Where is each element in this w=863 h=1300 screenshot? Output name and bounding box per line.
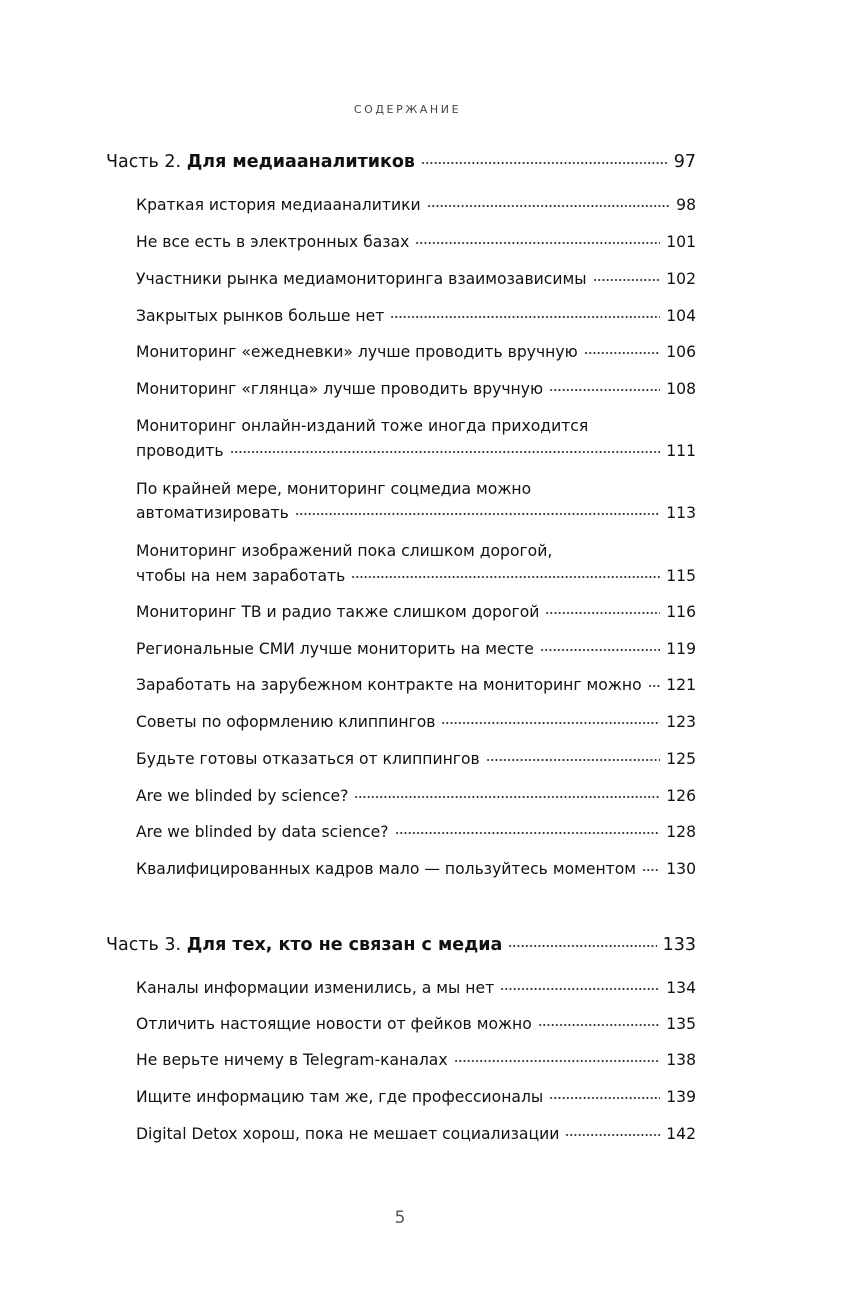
page-number: 119 bbox=[666, 640, 696, 658]
entry-title-line-1[interactable]: Мониторинг изображений пока слишком дорогой, bbox=[136, 542, 553, 560]
entry-title-line-2: проводить bbox=[136, 442, 224, 460]
toc-entry[interactable] bbox=[136, 820, 696, 844]
toc-entry[interactable] bbox=[136, 377, 696, 401]
part-label: Часть 3. bbox=[106, 935, 182, 955]
entry-title: Мониторинг «глянца» лучше проводить вручную bbox=[136, 380, 544, 398]
toc-entry[interactable] bbox=[136, 1012, 696, 1036]
page-number: 130 bbox=[666, 860, 696, 878]
toc-entry[interactable] bbox=[136, 784, 696, 808]
page-number: 116 bbox=[666, 603, 696, 621]
entry-title-line-2: автоматизировать bbox=[136, 504, 289, 522]
toc-entry[interactable] bbox=[136, 1085, 696, 1109]
dot-leader bbox=[454, 1059, 661, 1063]
dot-leader bbox=[395, 831, 661, 835]
entry-title: Digital Detox хорош, пока не мешает социализации bbox=[136, 1125, 560, 1143]
page-number: 135 bbox=[666, 1015, 696, 1033]
page-number: 128 bbox=[666, 823, 696, 841]
page-number: 111 bbox=[666, 442, 696, 460]
page-number: 125 bbox=[666, 750, 696, 768]
entry-title: Отличить настоящие новости от фейков можно bbox=[136, 1015, 532, 1033]
entry-title: Региональные СМИ лучше мониторить на месте bbox=[136, 640, 534, 658]
page-number: 102 bbox=[666, 270, 696, 288]
page-number: 133 bbox=[662, 935, 696, 955]
page-number: 106 bbox=[666, 343, 696, 361]
dot-leader bbox=[441, 721, 660, 725]
entry-title: Are we blinded by science? bbox=[136, 787, 349, 805]
page-number: 126 bbox=[666, 787, 696, 805]
toc-entry[interactable] bbox=[136, 710, 696, 734]
entry-title: Каналы информации изменились, а мы нет bbox=[136, 979, 495, 997]
toc-part-2[interactable] bbox=[106, 150, 696, 174]
toc-entry[interactable] bbox=[136, 340, 696, 364]
entry-title: Участники рынка медиамониторинга взаимозависимы bbox=[136, 270, 587, 288]
entry-title: Квалифицированных кадров мало — пользуйтесь моментом bbox=[136, 860, 637, 878]
page-number: 98 bbox=[676, 196, 696, 214]
dot-leader bbox=[427, 204, 671, 208]
dot-leader bbox=[549, 388, 660, 392]
toc-entry[interactable] bbox=[136, 976, 696, 1000]
page-number: 121 bbox=[666, 676, 696, 694]
entry-title: Краткая история медиааналитики bbox=[136, 196, 421, 214]
part-name: Для медиааналитиков bbox=[186, 152, 415, 172]
page-number: 142 bbox=[666, 1125, 696, 1143]
entry-title-line-1[interactable]: Мониторинг онлайн-изданий тоже иногда приходится bbox=[136, 417, 589, 435]
page-number: 123 bbox=[666, 713, 696, 731]
toc-entry[interactable] bbox=[136, 600, 696, 624]
part-label: Часть 2. bbox=[106, 152, 182, 172]
toc-entry[interactable] bbox=[136, 439, 696, 463]
toc-entry[interactable] bbox=[136, 857, 696, 881]
dot-leader bbox=[565, 1133, 660, 1137]
entry-title-line-2: чтобы на нем заработать bbox=[136, 567, 346, 585]
page-number: 108 bbox=[666, 380, 696, 398]
dot-leader bbox=[351, 575, 660, 579]
toc-entry[interactable] bbox=[136, 501, 696, 525]
toc-entry[interactable] bbox=[136, 1122, 696, 1146]
dot-leader bbox=[549, 1096, 660, 1100]
toc-entry[interactable] bbox=[136, 1048, 696, 1072]
entry-title-line-1[interactable]: По крайней мере, мониторинг соцмедиа можно bbox=[136, 480, 532, 498]
dot-leader bbox=[390, 315, 660, 319]
page-number: 139 bbox=[666, 1088, 696, 1106]
entry-title: Мониторинг ТВ и радио также слишком дорогой bbox=[136, 603, 540, 621]
entry-title: Закрытых рынков больше нет bbox=[136, 307, 385, 325]
page-folio: 5 bbox=[394, 1208, 406, 1228]
entry-title: Не верьте ничему в Telegram-каналах bbox=[136, 1051, 448, 1069]
entry-title: Не все есть в электронных базах bbox=[136, 233, 410, 251]
dot-leader bbox=[538, 1023, 660, 1027]
page-number: 101 bbox=[666, 233, 696, 251]
entry-title: Ищите информацию там же, где профессионалы bbox=[136, 1088, 544, 1106]
toc-entry[interactable] bbox=[136, 267, 696, 291]
page-number: 104 bbox=[666, 307, 696, 325]
dot-leader bbox=[500, 987, 660, 991]
dot-leader bbox=[415, 241, 660, 245]
dot-leader bbox=[593, 278, 661, 282]
page-number: 138 bbox=[666, 1051, 696, 1069]
dot-leader bbox=[295, 512, 660, 516]
entry-title: Мониторинг «ежедневки» лучше проводить вручную bbox=[136, 343, 578, 361]
entry-title: Заработать на зарубежном контракте на мониторинг можно bbox=[136, 676, 642, 694]
toc-entry[interactable] bbox=[136, 747, 696, 771]
toc-entry[interactable] bbox=[136, 193, 696, 217]
dot-leader bbox=[354, 795, 660, 799]
running-head: СОДЕРЖАНИЕ bbox=[353, 103, 462, 116]
page-number: 134 bbox=[666, 979, 696, 997]
toc-entry[interactable] bbox=[136, 230, 696, 254]
dot-leader bbox=[648, 684, 661, 688]
toc-entry[interactable] bbox=[136, 673, 696, 697]
entry-title: Are we blinded by data science? bbox=[136, 823, 389, 841]
entry-title: Будьте готовы отказаться от клиппингов bbox=[136, 750, 480, 768]
toc-part-3[interactable] bbox=[106, 933, 696, 957]
dot-leader bbox=[584, 351, 661, 355]
toc-entry[interactable] bbox=[136, 637, 696, 661]
toc-entry[interactable] bbox=[136, 304, 696, 328]
dot-leader bbox=[540, 648, 660, 652]
page-number: 115 bbox=[666, 567, 696, 585]
dot-leader bbox=[230, 450, 661, 454]
dot-leader bbox=[486, 758, 661, 762]
entry-title: Советы по оформлению клиппингов bbox=[136, 713, 436, 731]
dot-leader bbox=[642, 868, 660, 872]
dot-leader bbox=[508, 944, 656, 948]
part-name: Для тех, кто не связан с медиа bbox=[186, 935, 503, 955]
page-number: 113 bbox=[666, 504, 696, 522]
page-number: 97 bbox=[673, 152, 696, 172]
dot-leader bbox=[545, 611, 660, 615]
toc-entry[interactable] bbox=[136, 564, 696, 588]
dot-leader bbox=[421, 161, 668, 165]
